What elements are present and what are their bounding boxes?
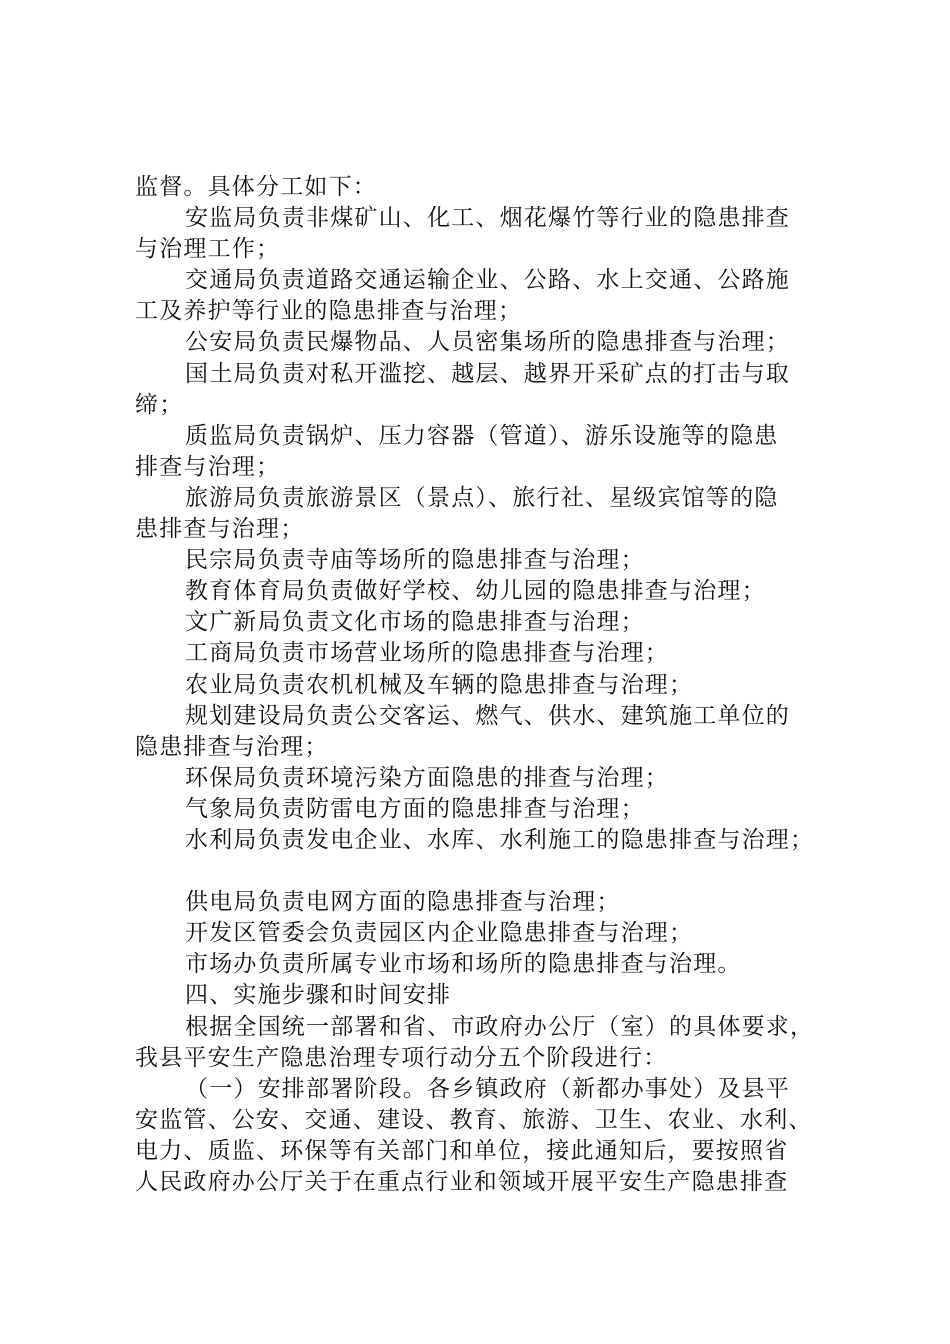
text-line: 民宗局负责寺庙等场所的隐患排查与治理； [185, 547, 645, 574]
text-line: 工商局负责市场营业场所的隐患排查与治理； [185, 640, 669, 667]
text-line: 水利局负责发电企业、水库、水利施工的隐患排查与治理； [185, 826, 815, 853]
text-line: 农业局负责农机机械及车辆的隐患排查与治理； [185, 671, 694, 698]
text-line: 安监管、公安、交通、建设、教育、旅游、卫生、农业、水利、 [135, 1106, 813, 1133]
text-line: 排查与治理； [135, 453, 281, 480]
text-line: 气象局负责防雷电方面的隐患排查与治理； [185, 795, 645, 822]
text-line: 安监局负责非煤矿山、化工、烟花爆竹等行业的隐患排查 [185, 205, 790, 232]
text-line: 工及养护等行业的隐患排查与治理； [135, 298, 523, 325]
text-line: 根据全国统一部署和省、市政府办公厅（室）的具体要求， [185, 1013, 815, 1040]
text-line: 患排查与治理； [135, 516, 305, 543]
text-line: 电力、质监、环保等有关部门和单位，接此通知后，要按照省 [135, 1137, 789, 1164]
text-line: 缔； [135, 391, 184, 418]
blank-line [135, 856, 835, 887]
text-line: 开发区管委会负责园区内企业隐患排查与治理； [185, 920, 694, 947]
text-line: 质监局负责锅炉、压力容器（管道）、游乐设施等的隐患 [185, 422, 779, 449]
text-line: 监督。具体分工如下： [135, 174, 377, 200]
text-line: 供电局负责电网方面的隐患排查与治理； [185, 889, 621, 916]
text-line: 文广新局负责文化市场的隐患排查与治理； [185, 609, 645, 636]
text-line: 人民政府办公厅关于在重点行业和领域开展平安生产隐患排查 [135, 1169, 789, 1195]
text-line: 环保局负责环境污染方面隐患的排查与治理； [185, 764, 669, 791]
text-line: 交通局负责道路交通运输企业、公路、水上交通、公路施 [185, 267, 790, 294]
text-line: 旅游局负责旅游景区（景点）、旅行社、星级宾馆等的隐 [185, 484, 779, 511]
document-body [135, 172, 835, 1198]
text-line: 规划建设局负责公交客运、燃气、供水、建筑施工单位的 [185, 702, 790, 729]
text-line: （一）安排部署阶段。各乡镇政府（新都办事处）及县平 [185, 1075, 790, 1102]
text-line: 国土局负责对私开滥挖、越层、越界开采矿点的打击与取 [185, 360, 790, 387]
text-line: 公安局负责民爆物品、人员密集场所的隐患排查与治理； [185, 329, 790, 356]
text-line: 隐患排查与治理； [135, 733, 329, 760]
text-line: 与治理工作； [135, 236, 281, 263]
section-heading: 四、实施步骤和时间安排 [185, 982, 452, 1009]
text-line: 我县平安生产隐患治理专项行动分五个阶段进行： [135, 1044, 668, 1071]
text-line: 教育体育局负责做好学校、幼儿园的隐患排查与治理； [185, 578, 766, 605]
text-line: 市场办负责所属专业市场和场所的隐患排查与治理。 [185, 951, 742, 978]
